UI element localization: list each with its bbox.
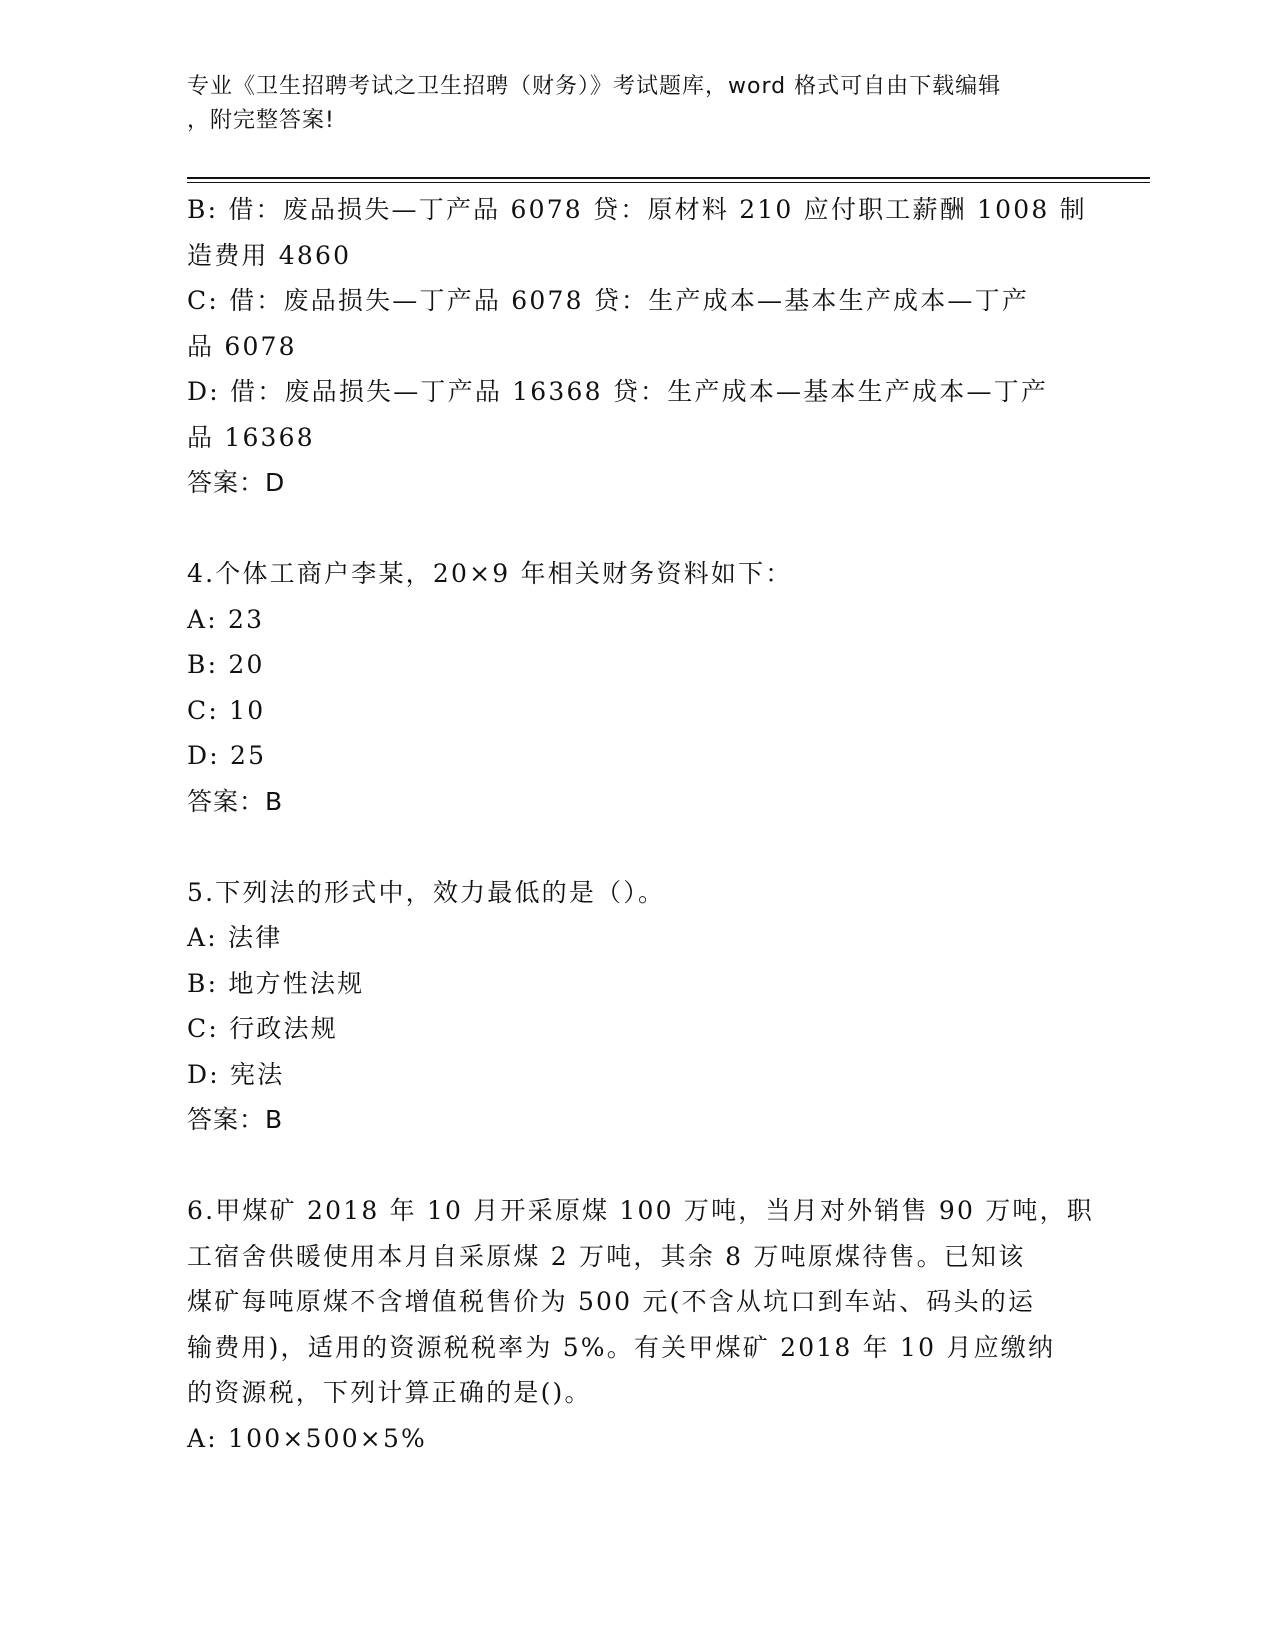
option-c-line-2: 品 6078	[187, 331, 297, 361]
header-line-2: ，附完整答案!	[187, 108, 335, 133]
header-rule-thick	[187, 177, 1150, 179]
option-c: C: 行政法规	[187, 1014, 338, 1043]
option-c-line-1: C: 借：废品损失—丁产品 6078 贷：生产成本—基本生产成本—丁产	[187, 286, 1030, 315]
section-spacer	[187, 506, 1067, 552]
option-c: C: 10	[187, 695, 266, 725]
question-text: 4.个体工商户李某，20×9 年相关财务资料如下：	[187, 559, 793, 588]
document-header	[187, 70, 1067, 138]
question-4	[187, 551, 1067, 824]
answer-label: 答案：D	[187, 468, 286, 497]
header-line-1: 专业《卫生招聘考试之卫生招聘（财务）》考试题库，word 格式可自由下载编辑	[187, 74, 1002, 99]
question-3-options	[187, 187, 1087, 506]
option-a: A: 法律	[187, 923, 283, 952]
header-rule-thin	[187, 182, 1150, 183]
option-a: A: 23	[187, 604, 265, 634]
answer-label: 答案：B	[187, 1105, 284, 1134]
answer-label: 答案：B	[187, 786, 284, 816]
option-b: B: 地方性法规	[187, 968, 365, 998]
option-d-line-2: 品 16368	[187, 422, 315, 452]
option-d: D: 宪法	[187, 1059, 285, 1089]
option-b: B: 20	[187, 650, 265, 679]
option-b-line-1: B: 借：废品损失—丁产品 6078 贷：原材料 210 应付职工薪酬 1008 制	[187, 195, 1087, 224]
question-text: 5.下列法的形式中，效力最低的是（）。	[187, 877, 666, 907]
option-b-line-2: 造费用 4860	[187, 240, 352, 270]
option-a: A: 100×500×5%	[187, 1423, 428, 1453]
question-text-line-2: 工宿舍供暖使用本月自采原煤 2 万吨，其余 8 万吨原煤待售。已知该	[187, 1241, 1026, 1271]
section-spacer	[187, 1143, 1067, 1189]
option-d: D: 25	[187, 741, 267, 770]
question-text-line-3: 煤矿每吨原煤不含增值税售价为 500 元(不含从坑口到车站、码头的运	[187, 1287, 1036, 1316]
question-text-line-5: 的资源税，下列计算正确的是()。	[187, 1378, 592, 1407]
section-spacer	[187, 824, 1067, 870]
question-5	[187, 870, 1067, 1143]
document-body	[187, 187, 1094, 1461]
question-6	[187, 1188, 1094, 1461]
option-d-line-1: D: 借：废品损失—丁产品 16368 贷：生产成本—基本生产成本—丁产	[187, 377, 1049, 406]
question-text-line-1: 6.甲煤矿 2018 年 10 月开采原煤 100 万吨，当月对外销售 90 万吨，职	[187, 1196, 1094, 1225]
question-text-line-4: 输费用)，适用的资源税税率为 5%。有关甲煤矿 2018 年 10 月应缴纳	[187, 1332, 1056, 1362]
